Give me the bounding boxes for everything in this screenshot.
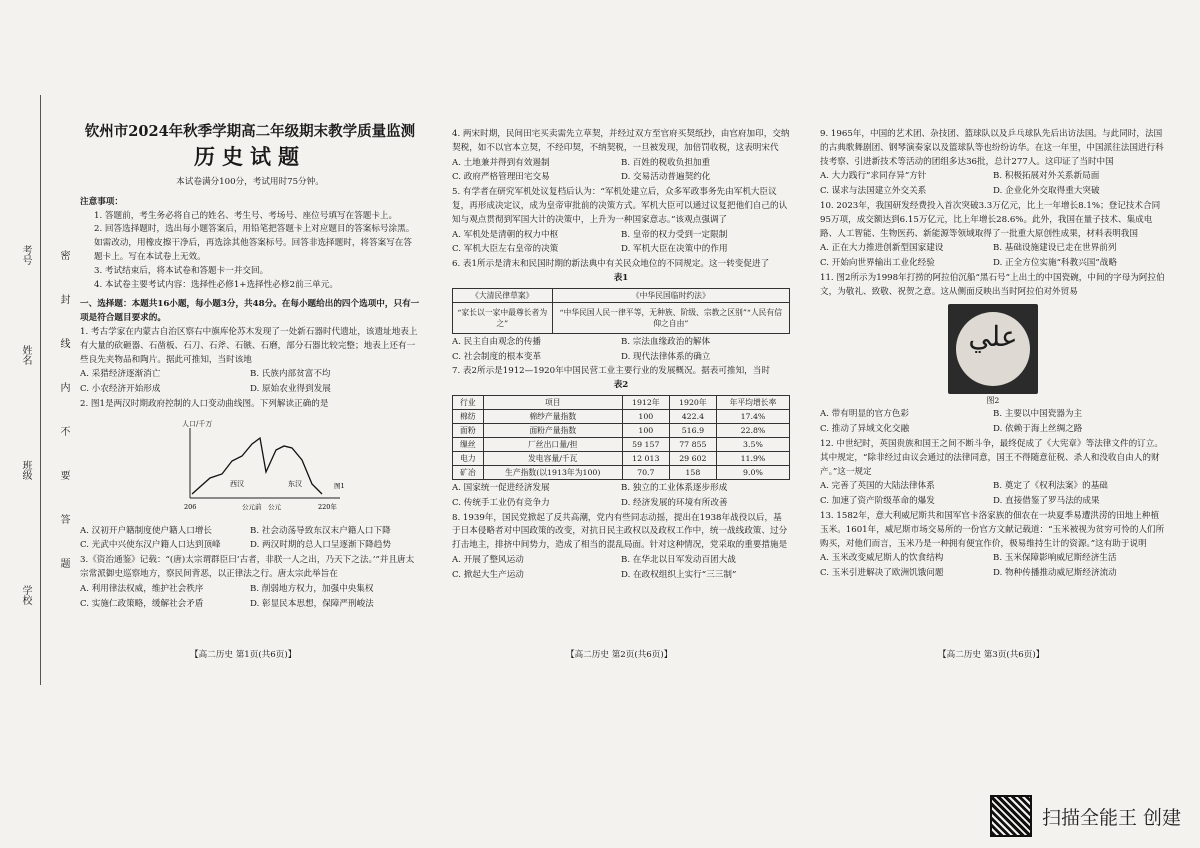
q10-option-b: B. 基础设施建设已走在世界前列 — [993, 243, 1117, 254]
q1-options-row1 — [80, 368, 420, 382]
table-row — [453, 302, 790, 333]
table-cell: 生产指数(以1913年为100) — [483, 465, 622, 479]
page-1-footer: 【高二历史 第1页(共6页)】 — [190, 650, 297, 660]
table-2-header: 年平均增长率 — [716, 395, 789, 409]
chart-tick-3: 公元 — [268, 502, 281, 511]
q1-option-c: C. 小农经济开始形成 — [80, 384, 161, 395]
question-4: 4. 两宋时期，民间田宅买卖需先立草契，并经过双方至官府买契纸抄，由官府加印，交纳契税，如不以官本立契，不经印契，不纳契税，一旦被发现，加倍罚收税，这表明宋代 — [452, 129, 790, 153]
q8-option-b: B. 在华北以日军发动百团大战 — [621, 554, 736, 565]
q6-option-d: D. 现代法律体系的确立 — [621, 351, 711, 362]
table-cell: 11.9% — [716, 451, 789, 465]
q8-option-d: D. 在政权组织上实行“三三制” — [621, 569, 737, 580]
table-row — [453, 409, 790, 423]
q4-options-row1 — [452, 157, 790, 171]
page-2 — [452, 128, 790, 584]
table-1-header-2: 《中华民国临时约法》 — [552, 288, 789, 302]
table-cell: 矿冶 — [453, 465, 484, 479]
table-cell: 面粉 — [453, 423, 484, 437]
q10-option-c: C. 开始向世界输出工业化经验 — [820, 258, 935, 269]
table-cell: 59 157 — [622, 437, 669, 451]
section-heading: 一、选择题：本题共16小题，每小题3分，共48分。在每小题给出的四个选项中，只有一项是符合题目要求的。 — [80, 299, 420, 324]
scanner-watermark — [990, 795, 1181, 837]
q4-options-row2 — [452, 171, 790, 185]
q5-options-row2 — [452, 243, 790, 257]
q6-options-row2 — [452, 351, 790, 365]
q13-options-row1 — [820, 552, 1166, 566]
q5-option-a: A. 军机处是清朝的权力中枢 — [452, 229, 559, 240]
table-cell: 面粉产量指数 — [483, 423, 622, 437]
q6-option-c: C. 社会制度的根本变革 — [452, 351, 542, 362]
q13-option-b: B. 玉米保障影响威尼斯经济生活 — [993, 553, 1117, 564]
q3-option-d: D. 彰显民本思想，保障严刑峻法 — [250, 598, 374, 609]
q4-option-a: A. 土地兼并得到有效遏制 — [452, 157, 550, 168]
note-4: 4. 本试卷主要考试内容：选择性必修1+选择性必修2前三单元。 — [94, 279, 338, 290]
q11-options-row1 — [820, 408, 1166, 422]
question-11: 11. 图2所示为1998年打捞的阿拉伯沉船“黑石号”上出土的中国瓷碗，中间的字母为阿拉伯文，为敬礼、致敬、祝贺之意。这从侧面反映出当时阿拉伯对外贸易 — [820, 272, 1165, 297]
q11-options-row2 — [820, 423, 1166, 437]
q6-option-a: A. 民主自由观念的传播 — [452, 336, 542, 347]
q7-options-row1 — [452, 482, 790, 496]
q13-option-c: C. 玉米引进解决了欧洲饥饿问题 — [820, 568, 944, 579]
binding-margin — [0, 0, 75, 700]
page-3 — [820, 128, 1166, 582]
chart-tick-2: 公元前 — [242, 502, 262, 511]
q3-options-row1 — [80, 583, 420, 597]
question-10: 10. 2023年，我国研发经费投入首次突破3.3万亿元，比上一年增长8.1%；登记技术合同95万项，成交额达到6.15万亿元，比上年增长28.6%。此外，我国在量子技术、集成电路、人工智能、生物医药、新能源等领域取得了一批重大原创性成果，材料表明我国 — [820, 200, 1161, 239]
question-3: 3.《资治通鉴》记载：“(唐)太宗谓群臣曰‘古者，非朕一人之出，乃天下之法。’”并且唐太宗常派御史巡察地方，察民间背恶，以正律法之行。唐太宗此举旨在 — [80, 555, 415, 579]
q4-option-b: B. 百姓的税收负担加重 — [621, 157, 711, 168]
table-row — [453, 423, 790, 437]
page-1 — [80, 120, 420, 612]
q9-options-row2 — [820, 185, 1166, 199]
table-row — [453, 451, 790, 465]
q1-option-d: D. 原始农业得到发展 — [250, 384, 331, 395]
notes-head: 注意事项： — [80, 196, 123, 207]
class-label: 班级 — [20, 460, 31, 480]
question-12: 12. 中世纪时，英国贵族和国王之间不断斗争，最终促成了《大宪章》等法律文件的订立。其中规定，“除非经过由议会通过的法律同意，国王不得随意征税、杀人和没收自由人的财产。”这一规定 — [820, 438, 1163, 477]
q12-option-c: C. 加速了资产阶级革命的爆发 — [820, 496, 935, 507]
q3-option-b: B. 削弱地方权力，加强中央集权 — [250, 583, 374, 594]
q10-options-row2 — [820, 257, 1166, 271]
table-1-cell-2: “中华民国人民一律平等，无种族、阶级、宗教之区别”“人民有信仰之自由” — [552, 302, 789, 333]
q7-options-row2 — [452, 497, 790, 511]
q2-option-a: A. 汉初开户籍制度使户籍人口增长 — [80, 525, 212, 536]
table-cell: 3.5% — [716, 437, 789, 451]
table-2-header: 项目 — [483, 395, 622, 409]
note-2: 2. 回答选择题时，选出每小题答案后，用铅笔把答题卡上对应题目的答案标号涂黑。如需改动，用橡皮擦干净后，再选涂其他答案标号。回答非选择题时，将答案写在答题卡上。写在本试卷上无效。 — [94, 224, 415, 262]
q1-option-a: A. 采猎经济逐渐消亡 — [80, 369, 161, 380]
chart-tick-4: 220年 — [318, 502, 337, 511]
table-cell: 17.4% — [716, 409, 789, 423]
q6-options-row1 — [452, 336, 790, 350]
table-cell: 422.4 — [669, 409, 716, 423]
exam-title: 钦州市2024年秋季学期高二年级期末教学质量监测 — [84, 123, 416, 140]
chart-ylabel: 人口/千万 — [182, 419, 213, 428]
table-cell: 158 — [669, 465, 716, 479]
population-chart — [180, 416, 350, 514]
notes — [80, 196, 420, 293]
q1-options-row2 — [80, 383, 420, 397]
table-cell: 70.7 — [622, 465, 669, 479]
q12-option-b: B. 奠定了《权利法案》的基础 — [993, 481, 1108, 492]
q7-option-a: A. 国家统一促进经济发展 — [452, 482, 550, 493]
table-1 — [452, 288, 790, 334]
q7-option-d: D. 经济发展的环境有所改善 — [621, 497, 728, 508]
question-2: 2. 图1是两汉时期政府控制的人口变动曲线图。下列解读正确的是 — [80, 398, 329, 409]
table-cell: 9.0% — [716, 465, 789, 479]
chart-tick-1: 206 — [184, 502, 197, 511]
q12-option-d: D. 直接借鉴了罗马法的成果 — [993, 496, 1100, 507]
exam-subject: 历史试题 — [194, 144, 306, 169]
table-cell: 电力 — [453, 451, 484, 465]
table-cell: 22.8% — [716, 423, 789, 437]
q8-option-c: C. 掀起大生产运动 — [452, 569, 524, 580]
q12-options-row2 — [820, 495, 1166, 509]
name-label: 姓名 — [20, 345, 31, 365]
q3-options-row2 — [80, 598, 420, 612]
table-cell: 棉纺 — [453, 409, 484, 423]
q9-option-c: C. 谋求与法国建立外交关系 — [820, 186, 927, 197]
question-5: 5. 有学者在研究军机处议复档后认为：“军机处建立后，众多军政事务先由军机大臣议复，再形成决定议，成为皇帝审批前的决策方式。军机大臣可以通过议复把他们自己的认知与观点贯彻到军国大计的决策中，上升为一种国家意志。”该观点强调了 — [452, 187, 788, 225]
question-7: 7. 表2所示是1912—1920年中国民营工业主要行业的发展概况。据表可推知，当时 — [452, 366, 770, 377]
table-1-cell-1: “家长以一家中最尊长者为之” — [453, 302, 553, 333]
q11-option-a: A. 带有明显的官方色彩 — [820, 409, 910, 420]
table-2-header: 1912年 — [622, 395, 669, 409]
note-1: 1. 答题前，考生务必将自己的姓名、考生号、考场号、座位号填写在答题卡上。 — [94, 210, 398, 221]
q10-option-d: D. 正全方位实施“科教兴国”战略 — [993, 258, 1117, 269]
table-1-caption: 表1 — [613, 272, 629, 283]
bowl-inscription: ﻋﻠﻲ — [968, 319, 1018, 353]
table-2-header: 1920年 — [669, 395, 716, 409]
table-2-header: 行业 — [453, 395, 484, 409]
table-cell: 29 602 — [669, 451, 716, 465]
chart-line — [192, 438, 322, 494]
q5-option-b: B. 皇帝的权力受到一定限制 — [621, 229, 728, 240]
q4-option-d: D. 交易活动普遍契约化 — [621, 172, 711, 183]
q8-options-row1 — [452, 554, 790, 568]
page-3-footer: 【高二历史 第3页(共6页)】 — [938, 650, 1045, 660]
table-cell: 100 — [622, 409, 669, 423]
q9-option-a: A. 大力践行“求同存异”方针 — [820, 171, 927, 182]
q12-options-row1 — [820, 480, 1166, 494]
table-1-header-1: 《大清民律草案》 — [453, 288, 553, 302]
table-row — [453, 395, 790, 409]
table-cell: 77 855 — [669, 437, 716, 451]
q11-option-c: C. 推动了异域文化交融 — [820, 424, 910, 435]
question-9: 9. 1965年，中国的艺术团、杂技团、篮球队以及乒乓球队先后出访法国。与此同时，法国的古典歌舞剧团、钢琴演奏家以及篮球队等也纷纷访华。在这一年里，中国派往法国进行科技考察、引进新技术等活动的团组多达36批，总计277人。这印证了当时中国 — [820, 129, 1164, 167]
q8-options-row2 — [452, 569, 790, 583]
question-1: 1. 考古学家在内蒙古自治区察右中旗库伦苏木发现了一处新石器时代遗址，该遗址地表上有大量的砍砸器、石凿板、石刀、石斧、石镞、石磨，部分石器比较完整；地表上还有一些良先夹物品和陶片。据此可推知，当时该地 — [80, 326, 418, 365]
q10-option-a: A. 正在大力推进创新型国家建设 — [820, 243, 944, 254]
note-3: 3. 考试结束后，将本试卷和答题卡一并交回。 — [94, 265, 269, 276]
q6-option-b: B. 宗法血缘政治的解体 — [621, 336, 711, 347]
q5-option-d: D. 军机大臣在决策中的作用 — [621, 244, 728, 255]
question-6: 6. 表1所示是清末和民国时期的新法典中有关民众地位的不同规定。这一转变促进了 — [452, 259, 770, 270]
chart-label-west: 西汉 — [230, 479, 244, 488]
q5-option-c: C. 军机大臣左右皇帝的决策 — [452, 244, 559, 255]
q3-option-a: A. 利用律法权威，维护社会秩序 — [80, 583, 204, 594]
q2-option-d: D. 两汉时期的总人口呈逐渐下降趋势 — [250, 540, 391, 551]
chart-label-east: 东汉 — [288, 479, 302, 488]
table-row — [453, 465, 790, 479]
q13-option-a: A. 玉米改变威尼斯人的饮食结构 — [820, 553, 944, 564]
question-8: 8. 1939年，国民党掀起了反共高潮，党内有些同志动摇，提出在1938年战役以后，基于日本侵略者对中国政策的改变，对抗日民主政权以及政权工作中，统一战线政策、过分打击地主，排挤中间势力，造成了相当的混乱局面。针对这种情况，党采取的重要措施是 — [452, 512, 788, 551]
table-2-caption: 表2 — [613, 380, 629, 391]
table-cell: 100 — [622, 423, 669, 437]
q4-option-c: C. 政府严格管理田宅交易 — [452, 172, 550, 183]
q9-option-b: B. 积极拓展对外关系新局面 — [993, 171, 1100, 182]
number-label: 考号 — [20, 245, 31, 265]
q9-options-row1 — [820, 170, 1166, 184]
table-cell: 棉纱产量指数 — [483, 409, 622, 423]
q2-option-c: C. 光武中兴使东汉户籍人口达到顶峰 — [80, 540, 221, 551]
page-2-footer: 【高二历史 第2页(共6页)】 — [566, 650, 673, 660]
chart-caption: 图1 — [334, 481, 345, 490]
q9-option-d: D. 企业化外交取得重大突破 — [993, 186, 1100, 197]
q10-options-row1 — [820, 242, 1166, 256]
watermark-text: 扫描全能王 创建 — [1042, 806, 1182, 829]
q13-option-d: D. 物种传播推动威尼斯经济流动 — [993, 568, 1117, 579]
q8-option-a: A. 开展了整风运动 — [452, 554, 524, 565]
table-row — [453, 288, 790, 302]
q1-option-b: B. 氏族内部贫富不均 — [250, 369, 331, 380]
q12-option-a: A. 完善了英国的大陆法律体系 — [820, 481, 935, 492]
table-cell: 12 013 — [622, 451, 669, 465]
table-2 — [452, 395, 790, 480]
qr-code-icon — [990, 795, 1032, 837]
q5-options-row1 — [452, 229, 790, 243]
q13-options-row2 — [820, 567, 1166, 581]
table-cell: 发电容量/千瓦 — [483, 451, 622, 465]
q11-option-d: D. 依赖于海上丝绸之路 — [993, 424, 1083, 435]
table-cell: 缫丝 — [453, 437, 484, 451]
porcelain-bowl-image — [948, 304, 1038, 394]
exam-info: 本试卷满分100分，考试用时75分钟。 — [176, 177, 324, 187]
question-13: 13. 1582年，意大利威尼斯共和国军官卡洛家族的佃农在一块夏季易遭洪涝的田地上种植玉米。1601年，威尼斯市场交易所的一份官方文献记载道：“玉米被视为贫穷可怜的人们所购买，对他们而言，玉米乃是一种拥有便宜作价，极易维持生计的资源。”这有助于说明 — [820, 510, 1165, 549]
q2-options-row1 — [80, 525, 420, 539]
q7-option-b: B. 独立的工业体系逐步形成 — [621, 482, 728, 493]
binding-line — [40, 95, 41, 685]
school-label: 学校 — [20, 585, 31, 605]
figure-2-caption: 图2 — [986, 395, 1000, 405]
q3-option-c: C. 实施仁政策略，缓解社会矛盾 — [80, 598, 204, 609]
table-cell: 516.9 — [669, 423, 716, 437]
q7-option-c: C. 传统手工业仍有竞争力 — [452, 497, 550, 508]
q2-options-row2 — [80, 539, 420, 553]
q11-option-b: B. 主要以中国瓷器为主 — [993, 409, 1083, 420]
seal-line-text: 密封线内不要答题 — [58, 250, 69, 602]
table-row — [453, 437, 790, 451]
table-cell: 厂丝出口量/担 — [483, 437, 622, 451]
q2-option-b: B. 社会动荡导致东汉末户籍人口下降 — [250, 525, 391, 536]
